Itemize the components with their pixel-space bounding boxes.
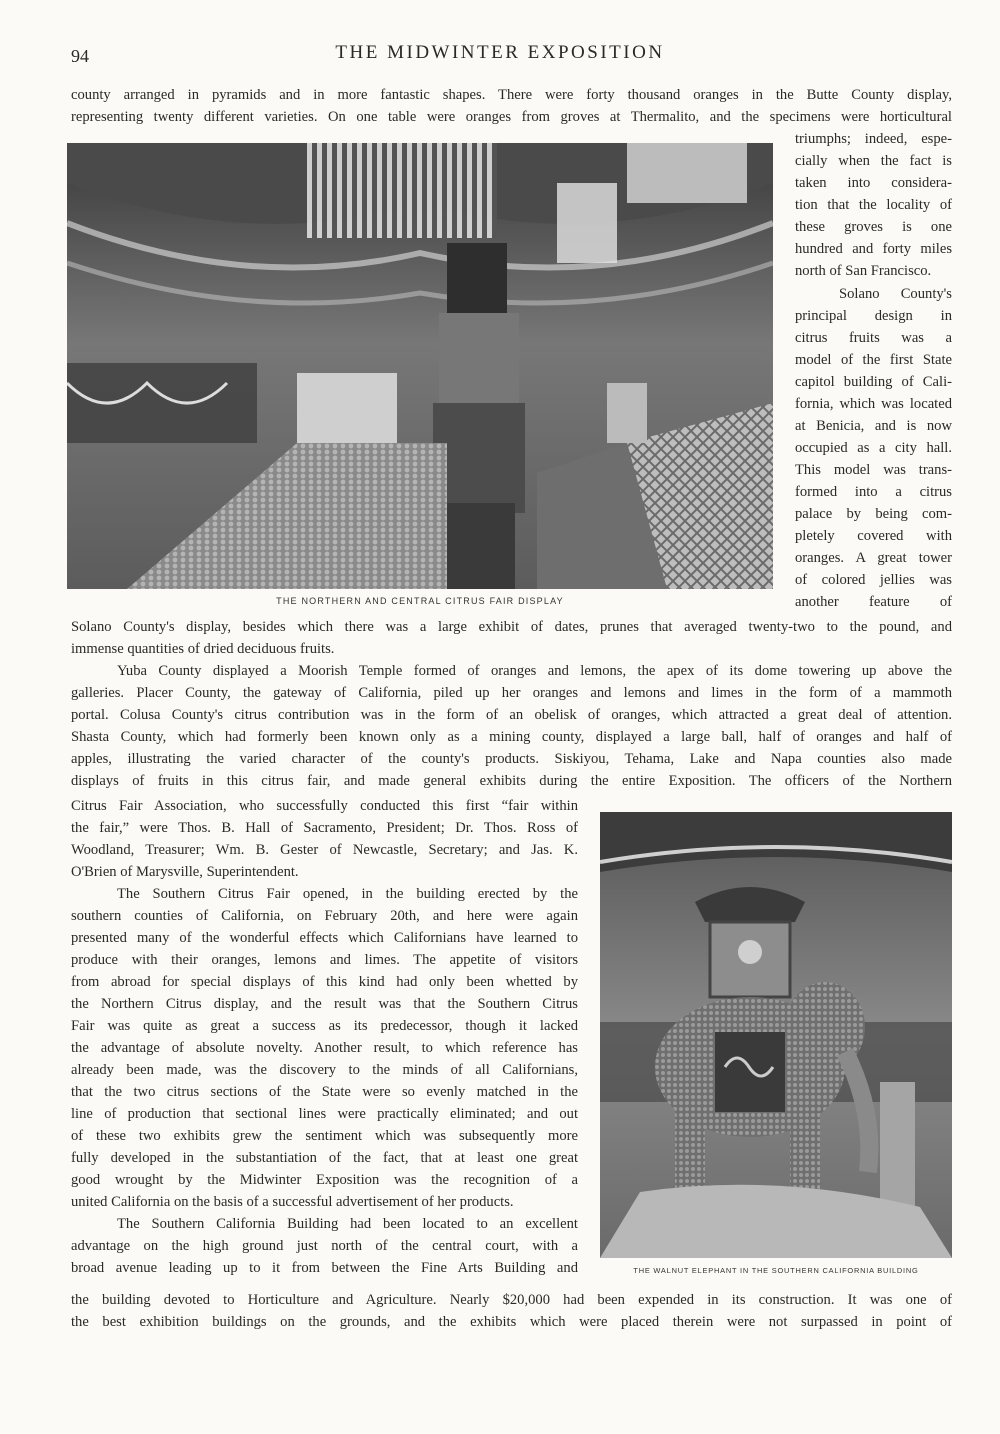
body-line: the advantage of absolute novelty. Another result, to which reference has xyxy=(71,1040,578,1056)
body-line: southern counties of California, on February 20th, and here were again xyxy=(71,908,578,924)
body-line: of these two exhibits grew the sentiment which was subsequently more xyxy=(71,1128,578,1144)
body-line: the Northern Citrus display, and the result was that the Southern Citrus xyxy=(71,996,578,1012)
body-line: The Southern Citrus Fair opened, in the building erected by the xyxy=(117,886,578,902)
body-line: taken into considera- xyxy=(795,175,952,191)
body-line: north of San Francisco. xyxy=(795,263,932,279)
body-line: portal. Colusa County's citrus contribution was in the form of an obelisk of oranges, which attracted a great deal of attention. xyxy=(71,707,952,723)
body-line: palace by being com- xyxy=(795,506,952,522)
body-line: displays of fruits in this citrus fair, and made general exhibits during the entire Exposition. The officers of the Northern xyxy=(71,773,952,789)
body-line: hundred and forty miles xyxy=(795,241,952,257)
body-line: This model was trans- xyxy=(795,462,952,478)
body-line: that the two citrus sections of the State were so evenly matched in the xyxy=(71,1084,578,1100)
body-line: the best exhibition buildings on the grounds, and the exhibits which were placed therein were not surpassed in point of xyxy=(71,1314,952,1330)
body-line: presented many of the wonderful effects which Californians have learned to xyxy=(71,930,578,946)
body-line: united California on the basis of a successful advertisement of her products. xyxy=(71,1194,514,1210)
body-line: immense quantities of dried deciduous fruits. xyxy=(71,641,335,657)
body-line: principal design in xyxy=(795,308,952,324)
body-line: produce with their oranges, lemons and limes. The appetite of visitors xyxy=(71,952,578,968)
body-line: occupied as a city hall. xyxy=(795,440,952,456)
body-line: line of production that sectional lines were practically eliminated; and out xyxy=(71,1106,578,1122)
body-line: at Benicia, and is now xyxy=(795,418,952,434)
body-line: these groves is one xyxy=(795,219,952,235)
body-line: galleries. Placer County, the gateway of California, piled up her oranges and lemons and limes in the form of a mammoth xyxy=(71,685,952,701)
body-line: citrus fruits was a xyxy=(795,330,952,346)
body-line: advantage on the high ground just north of the central court, with a xyxy=(71,1238,578,1254)
body-line: apples, illustrating the varied character of the county's products. Siskiyou, Tehama, Lake and Napa counties also made xyxy=(71,751,952,767)
body-line: O'Brien of Marysville, Superintendent. xyxy=(71,864,299,880)
body-line: capitol building of Cali- xyxy=(795,374,952,390)
body-line: Solano County's display, besides which there was a large exhibit of dates, prunes that averaged twenty-two to the pound, and xyxy=(71,619,952,635)
body-line: fornia, which was located xyxy=(795,396,952,412)
walnut-elephant-caption: THE WALNUT ELEPHANT IN THE SOUTHERN CALIFORNIA BUILDING xyxy=(633,1266,919,1275)
body-line: pletely covered with xyxy=(795,528,952,544)
body-line: tion that the locality of xyxy=(795,197,952,213)
citrus-fair-photo xyxy=(67,143,773,589)
body-line: Yuba County displayed a Moorish Temple formed of oranges and lemons, the apex of its dome towering up above the xyxy=(117,663,952,679)
body-line: The Southern California Building had been located to an excellent xyxy=(117,1216,578,1232)
running-title: THE MIDWINTER EXPOSITION xyxy=(335,42,665,63)
body-line: model of the first State xyxy=(795,352,952,368)
body-line: county arranged in pyramids and in more fantastic shapes. There were forty thousand oranges in the Butte County display, xyxy=(71,87,952,103)
body-line: the building devoted to Horticulture and Agriculture. Nearly $20,000 had been expended in its construction. It was one of xyxy=(71,1292,952,1308)
body-line: Citrus Fair Association, who successfully conducted this first “fair within xyxy=(71,798,578,814)
walnut-elephant-photo xyxy=(600,812,952,1258)
body-line: Fair was quite as great a success as its predecessor, though it lacked xyxy=(71,1018,578,1034)
body-line: Solano County's xyxy=(839,286,952,302)
body-line: another feature of xyxy=(795,594,952,610)
body-line: fully developed in the substantiation of the fact, that at least one great xyxy=(71,1150,578,1166)
citrus-fair-caption: THE NORTHERN AND CENTRAL CITRUS FAIR DISPLAY xyxy=(276,596,564,606)
body-line: from abroad for special displays of this kind had only been whetted by xyxy=(71,974,578,990)
page-number: 94 xyxy=(71,46,89,66)
body-line: Woodland, Treasurer; Wm. B. Gester of Newcastle, Secretary; and Jas. K. xyxy=(71,842,578,858)
body-line: of colored jellies was xyxy=(795,572,952,588)
body-line: good wrought by the Midwinter Exposition was the recognition of a xyxy=(71,1172,578,1188)
body-line: already been made, was the discovery to the minds of all Californians, xyxy=(71,1062,578,1078)
body-line: oranges. A great tower xyxy=(795,550,952,566)
body-line: Shasta County, which had formerly been known only as a mining county, displayed a large ball, half of oranges and half of xyxy=(71,729,952,745)
body-line: the fair,” were Thos. B. Hall of Sacramento, President; Dr. Thos. Ross of xyxy=(71,820,578,836)
body-line: formed into a citrus xyxy=(795,484,952,500)
body-line: cially when the fact is xyxy=(795,153,952,169)
body-line: representing twenty different varieties. On one table were oranges from groves at Thermalito, and the specimens were horticultural xyxy=(71,109,952,125)
body-line: triumphs; indeed, espe- xyxy=(795,131,952,147)
body-line: broad avenue leading up to it from between the Fine Arts Building and xyxy=(71,1260,578,1276)
